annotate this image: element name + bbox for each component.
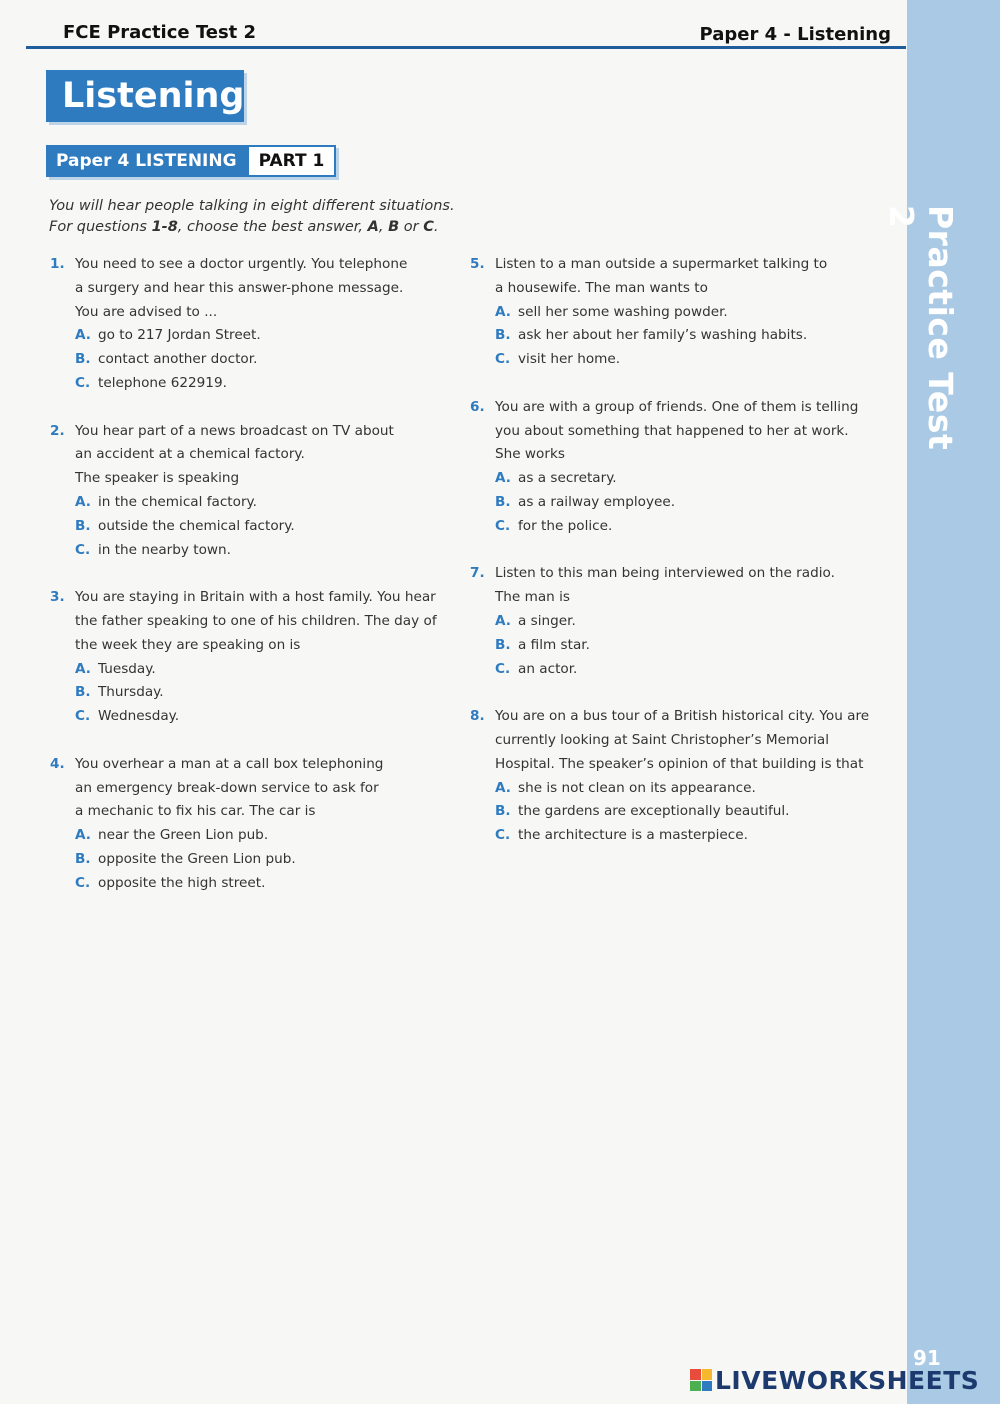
option-c[interactable]: C. Wednesday. xyxy=(75,708,180,725)
instructions-line-1: You will hear people talking in eight different situations. xyxy=(49,198,455,214)
question-number: 7. xyxy=(470,565,485,582)
option-b[interactable]: B. a film star. xyxy=(495,636,590,653)
question-1 xyxy=(50,253,450,396)
question-stem: You are with a group of friends. One of them is telling you about something that happened to her at work. She works xyxy=(495,398,859,463)
part-label xyxy=(46,145,336,177)
question-number: 8. xyxy=(470,708,485,725)
option-b[interactable]: B. the gardens are exceptionally beautiful. xyxy=(495,803,790,820)
option-a[interactable]: A. she is not clean on its appearance. xyxy=(495,779,756,796)
question-stem: Listen to this man being interviewed on the radio. The man is xyxy=(495,565,835,606)
option-c[interactable]: C. telephone 622919. xyxy=(75,374,227,391)
option-a[interactable]: A. Tuesday. xyxy=(75,660,156,677)
question-3 xyxy=(50,586,450,729)
question-5 xyxy=(470,253,880,372)
question-4 xyxy=(50,753,450,896)
question-number: 4. xyxy=(50,755,65,772)
questions-column-left xyxy=(50,253,450,919)
option-b[interactable]: B. ask her about her family’s washing habits. xyxy=(495,327,808,344)
instructions-line-2: For questions 1-8, choose the best answer, A, B or C. xyxy=(49,219,439,235)
option-a[interactable]: A. as a secretary. xyxy=(495,470,617,487)
question-6 xyxy=(470,396,880,539)
question-number: 3. xyxy=(50,589,65,606)
option-b[interactable]: B. contact another doctor. xyxy=(75,351,258,368)
question-stem: You hear part of a news broadcast on TV about an accident at a chemical factory. The speaker is speaking xyxy=(75,422,394,487)
option-a[interactable]: A. go to 217 Jordan Street. xyxy=(75,327,261,344)
header-paper-title: Paper 4 - Listening xyxy=(699,24,891,45)
question-number: 1. xyxy=(50,256,65,272)
part-number-label: PART 1 xyxy=(247,145,337,177)
option-a[interactable]: A. in the chemical factory. xyxy=(75,493,257,510)
option-a[interactable]: A. a singer. xyxy=(495,612,576,629)
watermark-text: LIVEWORKSHEETS xyxy=(715,1365,980,1395)
question-stem: You are on a bus tour of a British historical city. You are currently looking at Saint Christopher’s Memorial Hospital. The speaker’s opinion of that building is that xyxy=(495,708,870,772)
paper-label: Paper 4 LISTENING xyxy=(46,145,247,177)
option-c[interactable]: C. visit her home. xyxy=(495,351,621,368)
option-c[interactable]: C. an actor. xyxy=(495,660,578,677)
instructions xyxy=(49,196,455,238)
option-c[interactable]: C. opposite the high street. xyxy=(75,874,266,891)
header-divider xyxy=(26,46,906,49)
question-stem: Listen to a man outside a supermarket talking to a housewife. The man wants to xyxy=(495,256,828,296)
page-number: 91 xyxy=(913,1346,941,1370)
liveworksheets-logo-icon xyxy=(690,1369,712,1391)
question-7 xyxy=(470,562,880,681)
option-b[interactable]: B. opposite the Green Lion pub. xyxy=(75,850,296,867)
question-number: 2. xyxy=(50,422,65,439)
option-c[interactable]: C. the architecture is a masterpiece. xyxy=(495,827,748,844)
option-c[interactable]: C. in the nearby town. xyxy=(75,541,231,558)
question-stem: You need to see a doctor urgently. You telephone a surgery and hear this answer-phone message. You are advised to ... xyxy=(75,256,408,320)
option-b[interactable]: B. as a railway employee. xyxy=(495,493,676,510)
liveworksheets-watermark xyxy=(690,1362,990,1398)
option-a[interactable]: A. near the Green Lion pub. xyxy=(75,827,269,844)
section-title: Listening xyxy=(46,70,244,122)
question-number: 5. xyxy=(470,256,485,272)
question-2 xyxy=(50,420,450,563)
option-b[interactable]: B. outside the chemical factory. xyxy=(75,517,295,534)
option-b[interactable]: B. Thursday. xyxy=(75,684,164,701)
option-c[interactable]: C. for the police. xyxy=(495,517,613,534)
header-test-title: FCE Practice Test 2 xyxy=(63,22,257,43)
option-a[interactable]: A. sell her some washing powder. xyxy=(495,303,728,320)
question-stem: You overhear a man at a call box telephoning an emergency break-down service to ask for a mechanic to fix his car. The car is xyxy=(75,755,384,820)
side-label: Practice Test 2 xyxy=(882,205,960,451)
questions-column-right xyxy=(470,253,880,872)
question-8 xyxy=(470,705,880,848)
question-number: 6. xyxy=(470,398,485,415)
question-stem: You are staying in Britain with a host family. You hear the father speaking to one of his children. The day of the week they are speaking on is xyxy=(75,589,437,653)
